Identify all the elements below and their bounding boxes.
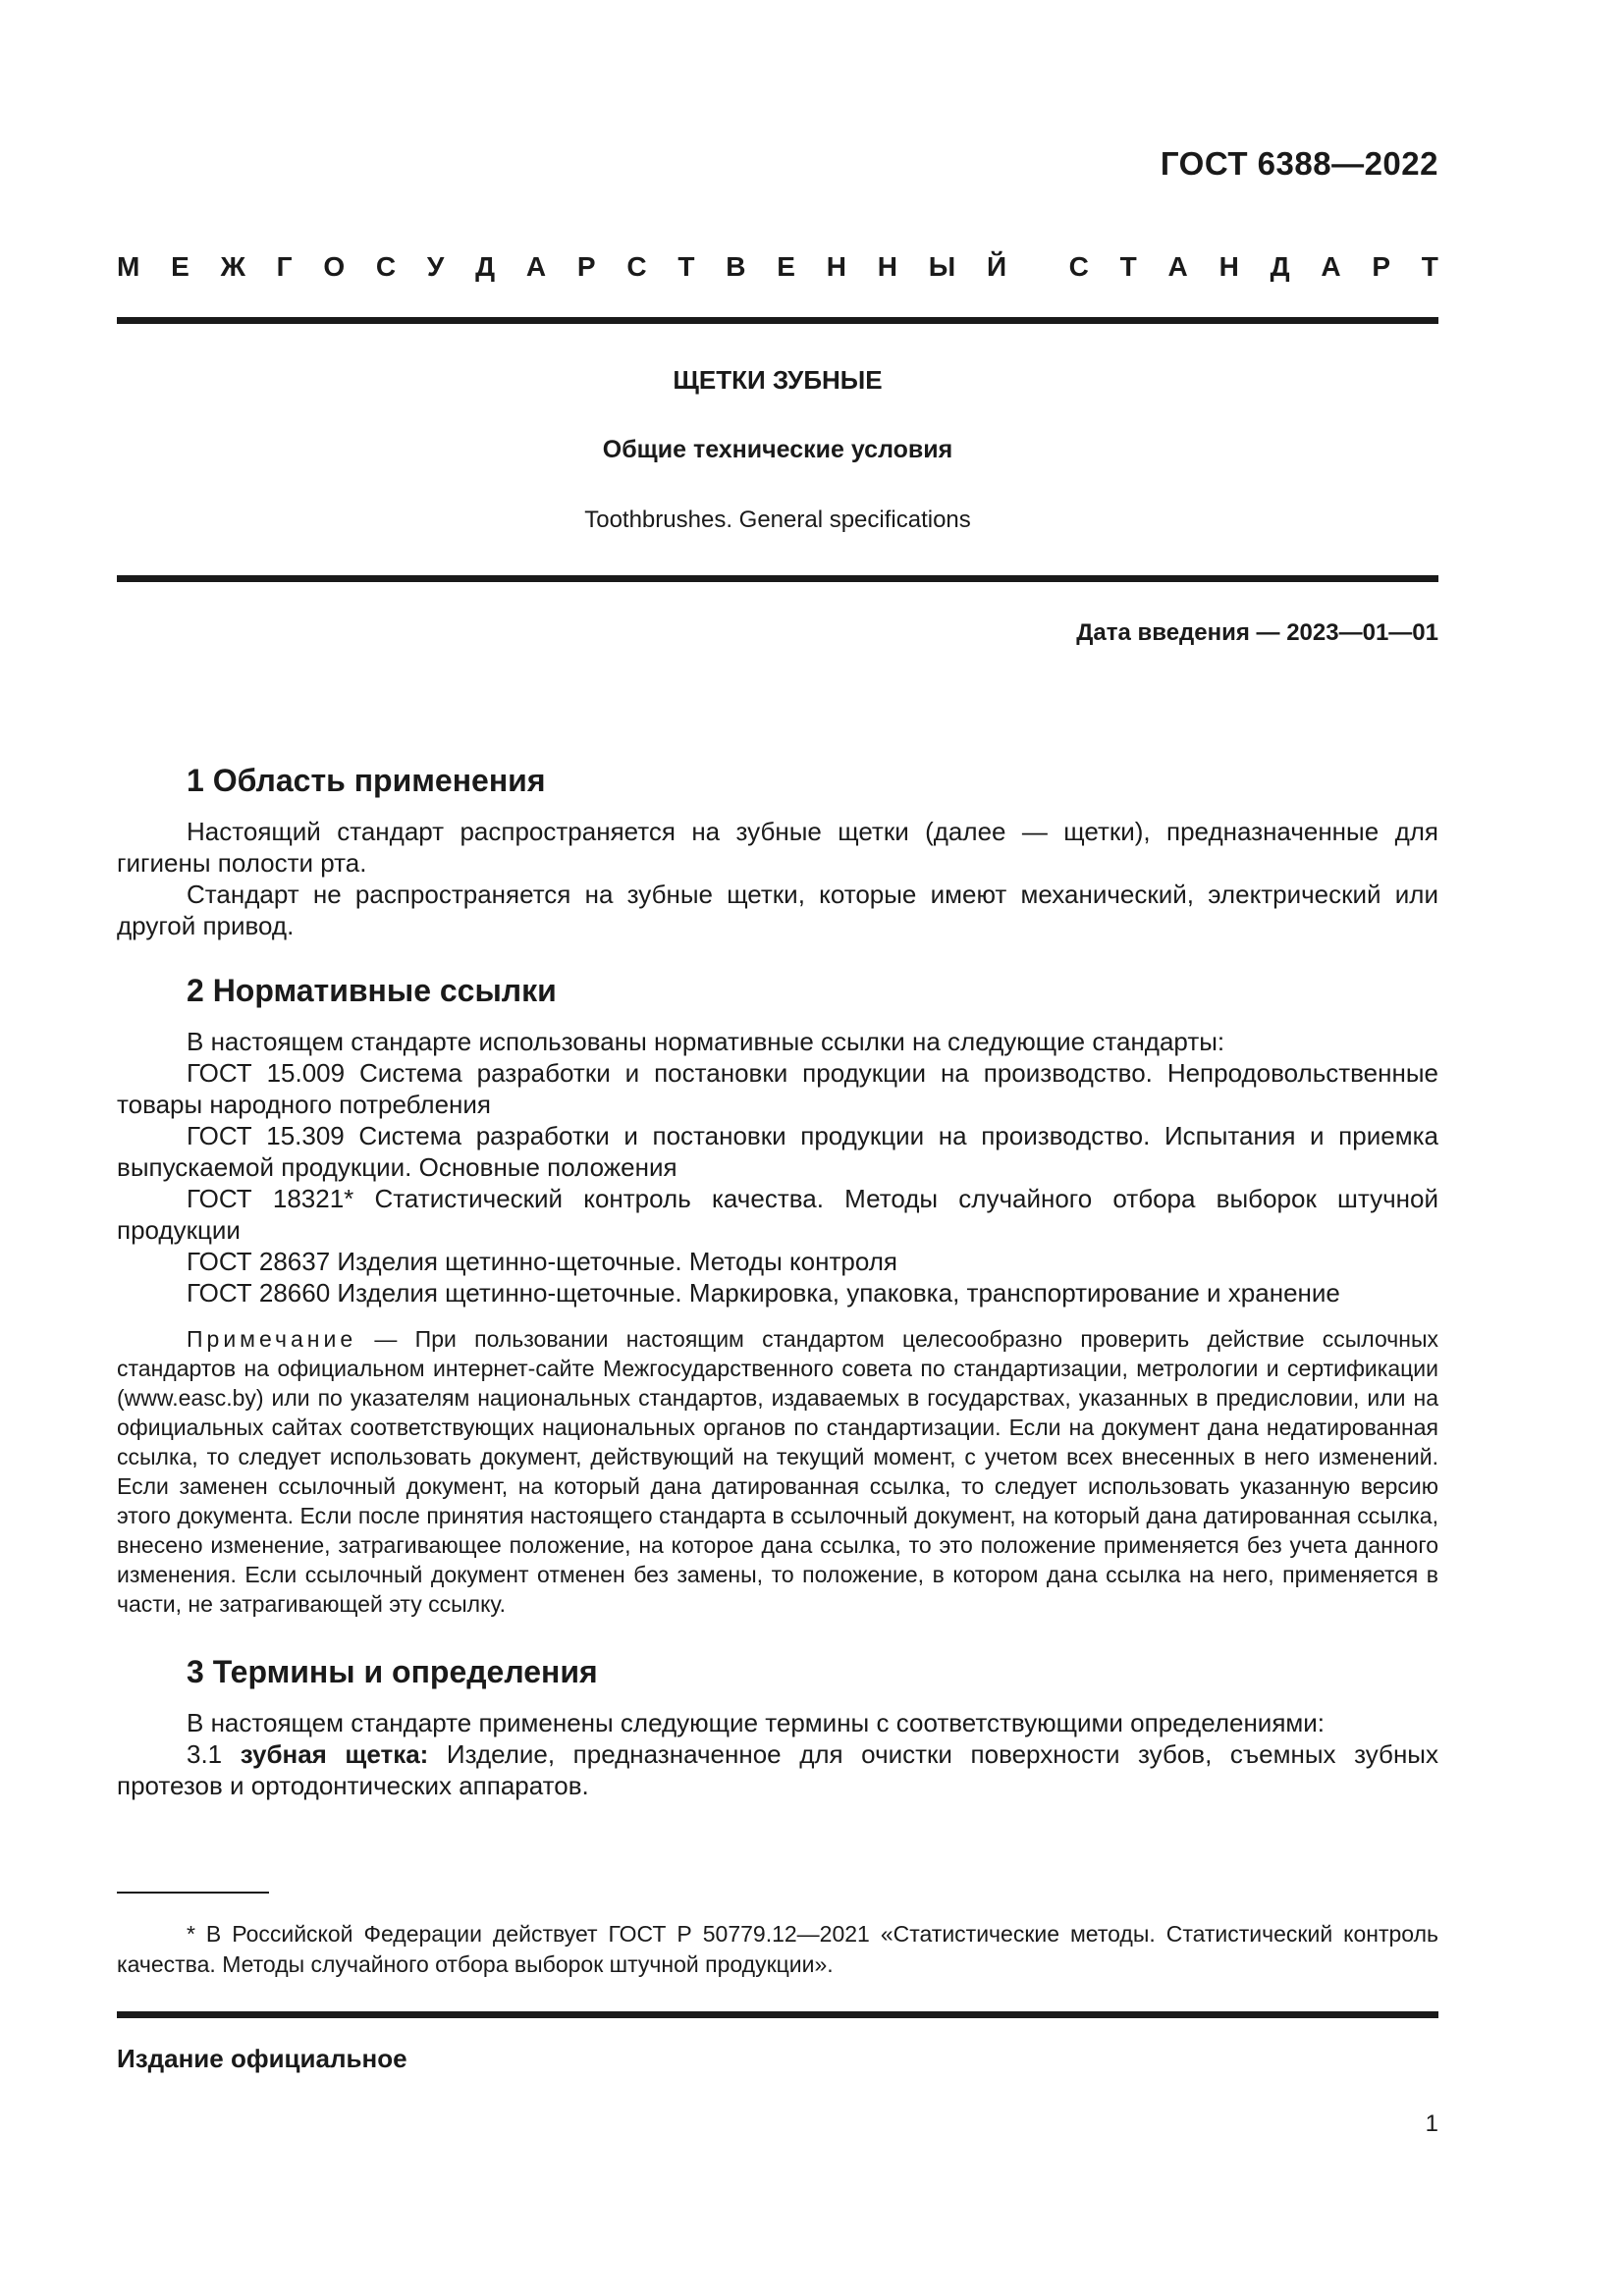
banner-letter: Ы (928, 251, 956, 282)
normative-reference: ГОСТ 18321* Статистический контроль качества. Методы случайного отбора выборок штучной продукции (117, 1184, 1438, 1245)
section-3-heading: 3 Термины и определения (187, 1654, 598, 1689)
banner-letter: В (726, 251, 746, 282)
banner-letter: М (117, 251, 140, 282)
banner-letter: Г (276, 251, 293, 282)
term-text: Изделие, предназначенное для очистки поверхности зубов, съемных зубных протезов и ортодонтических аппаратов. (117, 1739, 1438, 1800)
banner-letter: Т (1119, 251, 1137, 282)
banner-letter: Н (826, 251, 846, 282)
footnote-divider (117, 1892, 269, 1894)
banner-letter: Й (986, 251, 1007, 282)
banner-letter: А (1321, 251, 1341, 282)
footnote (117, 1919, 1438, 1980)
section-1-paragraph: Стандарт не распространяется на зубные щетки, которые имеют механический, электрический или другой привод. (117, 880, 1438, 940)
banner-letter: Е (777, 251, 795, 282)
banner-letter: А (525, 251, 547, 282)
note-text: — При пользовании настоящим стандартом целесообразно проверить действие ссылочных стандартов на официальном интернет-сайте Межгосударственного совета по стандартизации, метрологии и сертификации (www.easc.by) или по указателям национальных стандартов, издаваемых в государствах, указанных в предисловии, или на официальных сайтах соответствующих национальных органов по стандартизации. Если на документ дана недатированная ссылка, то следует использовать документ, действующий на текущий момент, с учетом всех внесенных в него изменений. Если заменен ссылочный документ, на который дана датированная ссылка, то следует использовать указанную версию этого документа. Если после принятия настоящего стандарта в ссылочный документ, на который дана датированная ссылка, внесено изменение, затрагивающее положение, на которое дана ссылка, то это положение применяется без учета данного изменения. Если ссылочный документ отменен без замены, то положение, в котором дана ссылка на него, применяется в части, не затрагивающей эту ссылку. (117, 1326, 1438, 1617)
banner-letter: С (1068, 251, 1089, 282)
standard-type-banner (117, 251, 1438, 283)
banner-letter: Е (171, 251, 189, 282)
document-title: ЩЕТКИ ЗУБНЫЕ (673, 365, 883, 395)
gost-number: ГОСТ 6388—2022 (1160, 145, 1438, 182)
banner-letter: А (1167, 251, 1188, 282)
section-1-paragraph: Настоящий стандарт распространяется на зубные щетки (далее — щетки), предназначенные для гигиены полости рта. (117, 817, 1438, 878)
top-divider (117, 317, 1438, 324)
banner-letter: Т (1421, 251, 1438, 282)
intro-date: Дата введения — 2023—01—01 (1076, 619, 1438, 646)
banner-letter: С (375, 251, 397, 282)
section-1-heading: 1 Область применения (187, 763, 546, 798)
reference-note (117, 1324, 1438, 1619)
normative-reference: ГОСТ 15.009 Система разработки и постановки продукции на производство. Непродовольственные товары народного потребления (117, 1058, 1438, 1119)
term-number: 3.1 (187, 1739, 241, 1769)
normative-reference: ГОСТ 28637 Изделия щетинно-щеточные. Методы контроля (187, 1247, 897, 1276)
term-definition (117, 1738, 1438, 1801)
banner-letter: Р (1372, 251, 1391, 282)
title-divider (117, 575, 1438, 582)
banner-letter: Р (576, 251, 596, 282)
banner-letter: О (323, 251, 346, 282)
page-number: 1 (1425, 2110, 1438, 2137)
banner-letter: Ж (220, 251, 245, 282)
footer-divider (117, 2011, 1438, 2018)
document-body (117, 761, 1438, 1801)
term-name: зубная щетка: (240, 1739, 429, 1769)
section-2-heading: 2 Нормативные ссылки (187, 973, 557, 1008)
banner-letter: У (426, 251, 445, 282)
normative-reference: ГОСТ 28660 Изделия щетинно-щеточные. Маркировка, упаковка, транспортирование и хранение (187, 1278, 1340, 1308)
edition-label: Издание официальное (117, 2044, 407, 2073)
document-subtitle: Общие технические условия (602, 436, 953, 463)
section-2-intro: В настоящем стандарте использованы нормативные ссылки на следующие стандарты: (187, 1027, 1225, 1056)
footnote-text: * В Российской Федерации действует ГОСТ Р 50779.12—2021 «Статистические методы. Статистический контроль качества. Методы случайного отбора выборок штучной продукции». (117, 1921, 1438, 1977)
document-title-en: Toothbrushes. General specifications (584, 507, 971, 533)
banner-letter: Д (1270, 251, 1290, 282)
note-label: Примечание (187, 1326, 357, 1352)
banner-letter: Д (475, 251, 496, 282)
normative-reference: ГОСТ 15.309 Система разработки и постановки продукции на производство. Испытания и приемка выпускаемой продукции. Основные положения (117, 1121, 1438, 1182)
banner-letter: Н (877, 251, 897, 282)
banner-letter: Т (677, 251, 695, 282)
section-3-intro: В настоящем стандарте применены следующие термины с соответствующими определениями: (187, 1708, 1326, 1737)
banner-letter: С (626, 251, 647, 282)
banner-letter: Н (1218, 251, 1239, 282)
